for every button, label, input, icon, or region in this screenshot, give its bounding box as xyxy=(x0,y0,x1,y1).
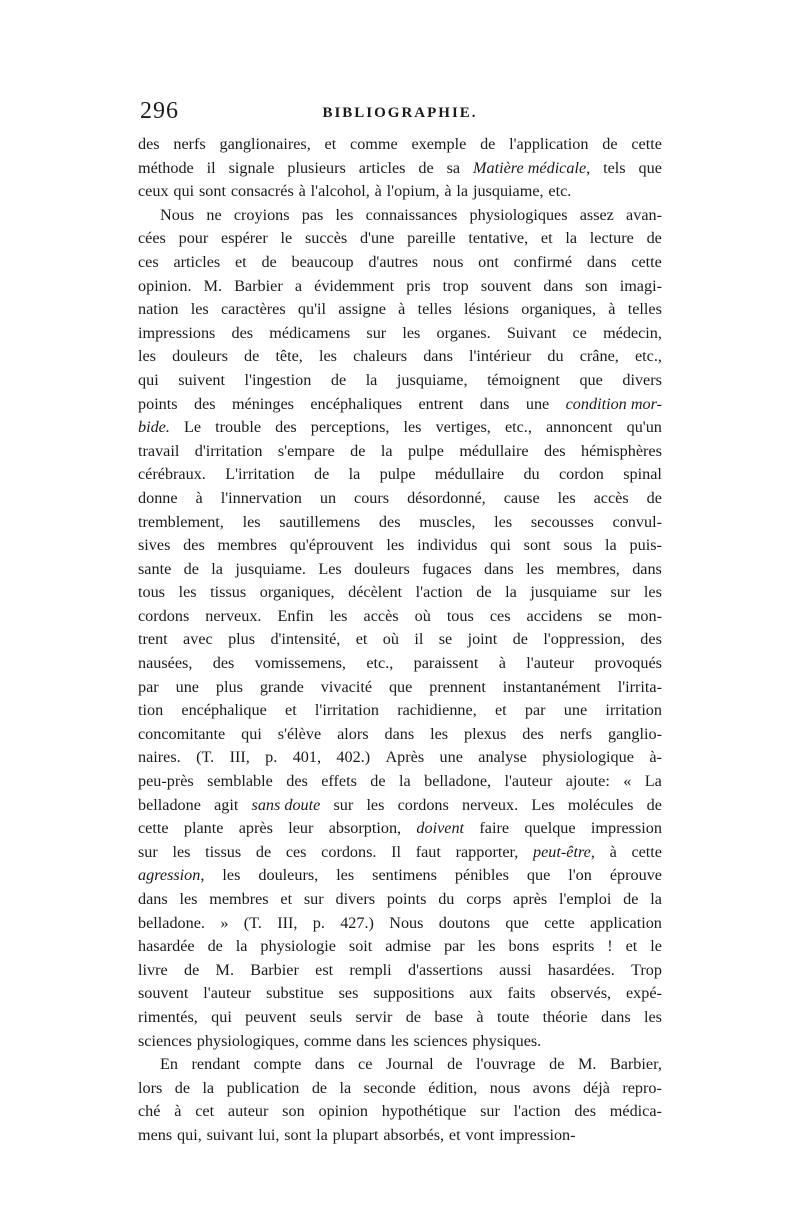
page-number: 296 xyxy=(140,98,179,124)
text-line: lors de la publication de la seconde édition, nous avons déjà repro- xyxy=(138,1078,662,1097)
text-line: donne à l'innervation un cours désordonné, cause les accès de xyxy=(138,488,662,507)
text-line: opinion. M. Barbier a évidemment pris trop souvent dans son imagi- xyxy=(138,276,662,295)
text-line: cérébraux. L'irritation de la pulpe médullaire du cordon spinal xyxy=(138,465,662,484)
text-line: peu-près semblable des effets de la belladone, l'auteur ajoute: « La xyxy=(138,772,662,791)
text-line: belladone agit sans doute sur les cordons nerveux. Les molécules de xyxy=(138,795,662,814)
text-line: agression, les douleurs, les sentimens pénibles que l'on éprouve xyxy=(138,866,662,885)
text-line: tion encéphalique et l'irritation rachidienne, et par une irritation xyxy=(138,701,662,720)
text-line: les douleurs de tête, les chaleurs dans l'intérieur du crâne, etc., xyxy=(138,347,662,366)
text-line: livre de M. Barbier est rempli d'assertions aussi hasardées. Trop xyxy=(138,960,662,979)
text-line: points des méninges encéphaliques entrent dans une condition mor- xyxy=(138,394,662,413)
text-line: nation les caractères qu'il assigne à telles lésions organiques, à telles xyxy=(138,300,662,319)
text-line: des nerfs ganglionaires, et comme exemple de l'application de cette xyxy=(138,135,662,153)
text-line: cette plante après leur absorption, doivent faire quelque impression xyxy=(138,819,662,838)
text-line: trent avec plus d'intensité, et où il se joint de l'oppression, des xyxy=(138,630,662,649)
text-line: nausées, des vomissemens, etc., paraissent à l'auteur provoqués xyxy=(138,654,662,673)
text-line: cées pour espérer le succès d'une pareille tentative, et la lecture de xyxy=(138,229,662,248)
text-line: par une plus grande vivacité que prennent instantanément l'irrita- xyxy=(138,677,662,696)
text-line: souvent l'auteur substitue ses suppositions aux faits observés, expé- xyxy=(138,984,662,1003)
text-line: méthode il signale plusieurs articles de sa Matière médicale, tels que xyxy=(138,158,662,177)
text-line: ces articles et de beaucoup d'autres nous ont confirmé dans cette xyxy=(138,252,662,271)
text-line: tous les tissus organiques, décèlent l'action de la jusquiame sur les xyxy=(138,583,662,602)
running-head: BIBLIOGRAPHIE. xyxy=(322,105,478,121)
text-line: concomitante qui s'élève alors dans les plexus des nerfs ganglio- xyxy=(138,724,662,743)
text-line: qui suivent l'ingestion de la jusquiame, témoignent que divers xyxy=(138,370,662,389)
text-line: sante de la jusquiame. Les douleurs fugaces dans les membres, dans xyxy=(138,559,662,578)
text-line: ché à cet auteur son opinion hypothétique sur l'action des médica- xyxy=(138,1102,662,1121)
text-line: sur les tissus de ces cordons. Il faut rapporter, peut-être, à cette xyxy=(138,842,662,861)
text-line: travail d'irritation s'empare de la pulpe médullaire des hémisphères xyxy=(138,441,662,460)
text-line: belladone. » (T. III, p. 427.) Nous doutons que cette application xyxy=(138,913,662,932)
text-line: dans les membres et sur divers points du corps après l'emploi de la xyxy=(138,890,662,908)
text-line: cordons nerveux. Enfin les accès où tous ces accidens se mon- xyxy=(138,606,662,625)
body-text xyxy=(138,133,662,1148)
text-line: En rendant compte dans ce Journal de l'ouvrage de M. Barbier, xyxy=(160,1055,662,1074)
text-line: sives des membres qu'éprouvent les individus qui sont sous la puis- xyxy=(138,536,662,555)
text-line: bide. Le trouble des perceptions, les vertiges, etc., annoncent qu'un xyxy=(138,418,662,437)
text-line: sciences physiologiques, comme dans les sciences physiques. xyxy=(138,1031,542,1050)
text-line: hasardée de la physiologie soit admise par les bons esprits ! et le xyxy=(138,937,662,956)
text-line: Nous ne croyions pas les connaissances physiologiques assez avan- xyxy=(160,205,662,224)
page-header xyxy=(140,98,660,132)
text-line: mens qui, suivant lui, sont la plupart absorbés, et vont impression- xyxy=(138,1125,576,1144)
text-line: rimentés, qui peuvent seuls servir de base à toute théorie dans les xyxy=(138,1007,662,1026)
text-line: naires. (T. III, p. 401, 402.) Après une analyse physiologique à- xyxy=(138,748,662,767)
text-line: impressions des médicamens sur les organes. Suivant ce médecin, xyxy=(138,323,662,342)
text-line: tremblement, les sautillemens des muscles, les secousses convul- xyxy=(138,512,662,531)
text-line: ceux qui sont consacrés à l'alcohol, à l'opium, à la jusquiame, etc. xyxy=(138,182,572,201)
